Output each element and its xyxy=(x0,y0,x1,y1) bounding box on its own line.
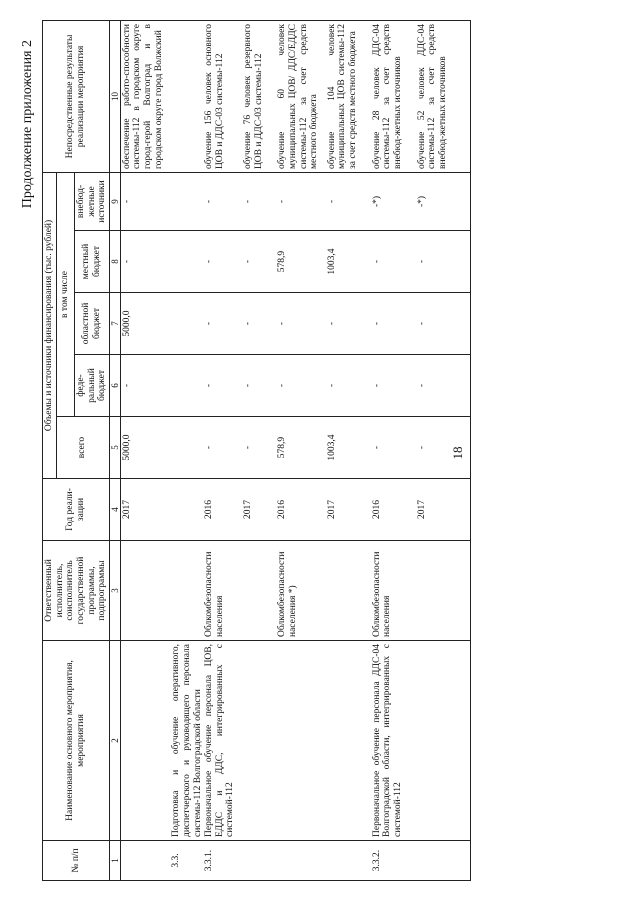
funding-local: - xyxy=(416,231,471,293)
header-federal: феде-ральный бюджет xyxy=(74,355,109,417)
activity-name: Первоначальное обучение персонала ЦОВ, ЕДДС и ДДС, интегрированных с системой-112 xyxy=(203,641,242,841)
funding-total: - xyxy=(203,417,242,479)
activity-name: Первоначальное обучение персонала ДДС-04 Волгоградской области, интегрированных с системой-112 xyxy=(371,641,416,841)
column-number: 2 xyxy=(109,641,120,841)
header-extrabudget: внебюд-жетные источники xyxy=(74,172,109,230)
activity-result: обучение 76 человек резервного ЦОВ и ДДС-03 системы-112 xyxy=(242,20,276,172)
activity-name xyxy=(326,641,371,841)
header-name: Наименование основного мероприятия, мероприятия xyxy=(43,641,110,841)
funding-regional: 5000,0 xyxy=(120,293,170,355)
page-number: 18 xyxy=(450,446,465,460)
column-number: 6 xyxy=(109,355,120,417)
activity-result: обучение 60 человек муниципальных ЦОВ/ ДДС/ЕДДС системы-112 за счет средств местного бюджета xyxy=(276,20,326,172)
funding-federal: - xyxy=(203,355,242,417)
table-row xyxy=(416,20,471,880)
funding-federal: - xyxy=(326,355,371,417)
funding-local: - xyxy=(242,231,276,293)
activity-name: Подготовка и обучение оперативного, диспетчерского и руководящего персонала системы-112 Волгоградской области xyxy=(170,641,203,841)
responsible-executor: Облкомбезопасности населения *) xyxy=(276,541,326,641)
column-number: 9 xyxy=(109,172,120,230)
row-number: 3.3.1. xyxy=(203,841,242,881)
funding-total: 1003,4 xyxy=(326,417,371,479)
header-including: в том числе xyxy=(56,172,74,416)
activity-name xyxy=(242,641,276,841)
funding-total: 578,9 xyxy=(276,417,326,479)
funding-local: - xyxy=(120,231,170,293)
funding-local: - xyxy=(371,231,416,293)
activity-name xyxy=(120,641,170,841)
funding-local: - xyxy=(203,231,242,293)
activity-name xyxy=(416,641,471,841)
funding-total: - xyxy=(242,417,276,479)
row-number xyxy=(276,841,326,881)
responsible-executor xyxy=(120,541,170,641)
column-number: 1 xyxy=(109,841,120,881)
row-number xyxy=(120,841,170,881)
table-row xyxy=(170,20,203,880)
funding-federal: - xyxy=(120,355,170,417)
column-number-row xyxy=(109,20,120,880)
activity-result: обучение 52 человек ДДС-04 системы-112 за счет средств внебюд-жетных источников xyxy=(416,20,471,172)
row-number xyxy=(326,841,371,881)
implementation-year: 2016 xyxy=(276,479,326,541)
responsible-executor xyxy=(242,541,276,641)
column-number: 8 xyxy=(109,231,120,293)
activity-name xyxy=(276,641,326,841)
row-number xyxy=(416,841,471,881)
funding-local: 578,9 xyxy=(276,231,326,293)
funding-extrabudget: - xyxy=(120,172,170,230)
funding-regional xyxy=(170,293,203,355)
implementation-year: 2017 xyxy=(242,479,276,541)
funding-total: 5000,0 xyxy=(120,417,170,479)
funding-federal: - xyxy=(371,355,416,417)
implementation-year: 2017 xyxy=(120,479,170,541)
funding-local xyxy=(170,231,203,293)
activity-result: обучение 156 человек основного ЦОВ и ДДС-03 системы-112 xyxy=(203,20,242,172)
funding-regional: - xyxy=(203,293,242,355)
funding-federal: - xyxy=(242,355,276,417)
funding-regional: - xyxy=(276,293,326,355)
column-number: 7 xyxy=(109,293,120,355)
funding-extrabudget: - xyxy=(242,172,276,230)
funding-federal: - xyxy=(276,355,326,417)
header-num: № п/п xyxy=(43,841,110,881)
funding-extrabudget: -*) xyxy=(416,172,471,230)
column-number: 5 xyxy=(109,417,120,479)
table-row xyxy=(371,20,416,880)
activity-result: обучение 104 человек муниципальных ЦОВ системы-112 за счет средств местного бюджета xyxy=(326,20,371,172)
funding-extrabudget: - xyxy=(326,172,371,230)
funding-total: - xyxy=(416,417,471,479)
header-local: местный бюджет xyxy=(74,231,109,293)
responsible-executor xyxy=(416,541,471,641)
funding-total: - xyxy=(371,417,416,479)
table-row xyxy=(203,20,242,880)
header-results: Непосредственные результаты реализации мероприятия xyxy=(43,20,110,172)
funding-extrabudget: - xyxy=(203,172,242,230)
implementation-year: 2016 xyxy=(203,479,242,541)
responsible-executor: Облкомбезопасности населения xyxy=(371,541,416,641)
table-row xyxy=(242,20,276,880)
header-total: всего xyxy=(56,417,109,479)
table-row xyxy=(120,20,170,880)
funding-regional: - xyxy=(242,293,276,355)
column-number: 3 xyxy=(109,541,120,641)
header-regional: областной бюджет xyxy=(74,293,109,355)
row-number xyxy=(242,841,276,881)
header-executor: Ответственный исполнитель, соисполнитель государственной программы, подпрограммы xyxy=(43,541,110,641)
header-funding-group: Объемы и источники финансирования (тыс. рублей) xyxy=(43,172,57,478)
implementation-year: 2016 xyxy=(371,479,416,541)
activity-result xyxy=(170,20,203,172)
funding-regional: - xyxy=(416,293,471,355)
funding-extrabudget: - xyxy=(276,172,326,230)
table-row xyxy=(276,20,326,880)
funding-regional: - xyxy=(371,293,416,355)
table-row xyxy=(326,20,371,880)
row-number: 3.3. xyxy=(170,841,203,881)
funding-table xyxy=(42,20,471,881)
funding-local: 1003,4 xyxy=(326,231,371,293)
activity-result: обучение 28 человек ДДС-04 системы-112 за счет средств внебюд-жетных источников xyxy=(371,20,416,172)
row-number: 3.3.2. xyxy=(371,841,416,881)
funding-regional: - xyxy=(326,293,371,355)
table-header xyxy=(43,20,121,880)
responsible-executor xyxy=(326,541,371,641)
column-number: 4 xyxy=(109,479,120,541)
column-number: 10 xyxy=(109,20,120,172)
continuation-title: Продолжение приложения 2 xyxy=(20,40,35,209)
responsible-executor: Облкомбезопасности населения xyxy=(203,541,242,641)
implementation-year xyxy=(170,479,203,541)
implementation-year: 2017 xyxy=(326,479,371,541)
funding-total xyxy=(170,417,203,479)
table-body xyxy=(120,20,471,880)
responsible-executor xyxy=(170,541,203,641)
header-year: Год реали-зации xyxy=(43,479,110,541)
funding-extrabudget: -*) xyxy=(371,172,416,230)
funding-extrabudget xyxy=(170,172,203,230)
funding-federal: - xyxy=(416,355,471,417)
funding-federal xyxy=(170,355,203,417)
implementation-year: 2017 xyxy=(416,479,471,541)
activity-result: обеспечение работо-способности системы-112 в городском округе город-герой Волгоград и в городском округе город Волжский xyxy=(120,20,170,172)
